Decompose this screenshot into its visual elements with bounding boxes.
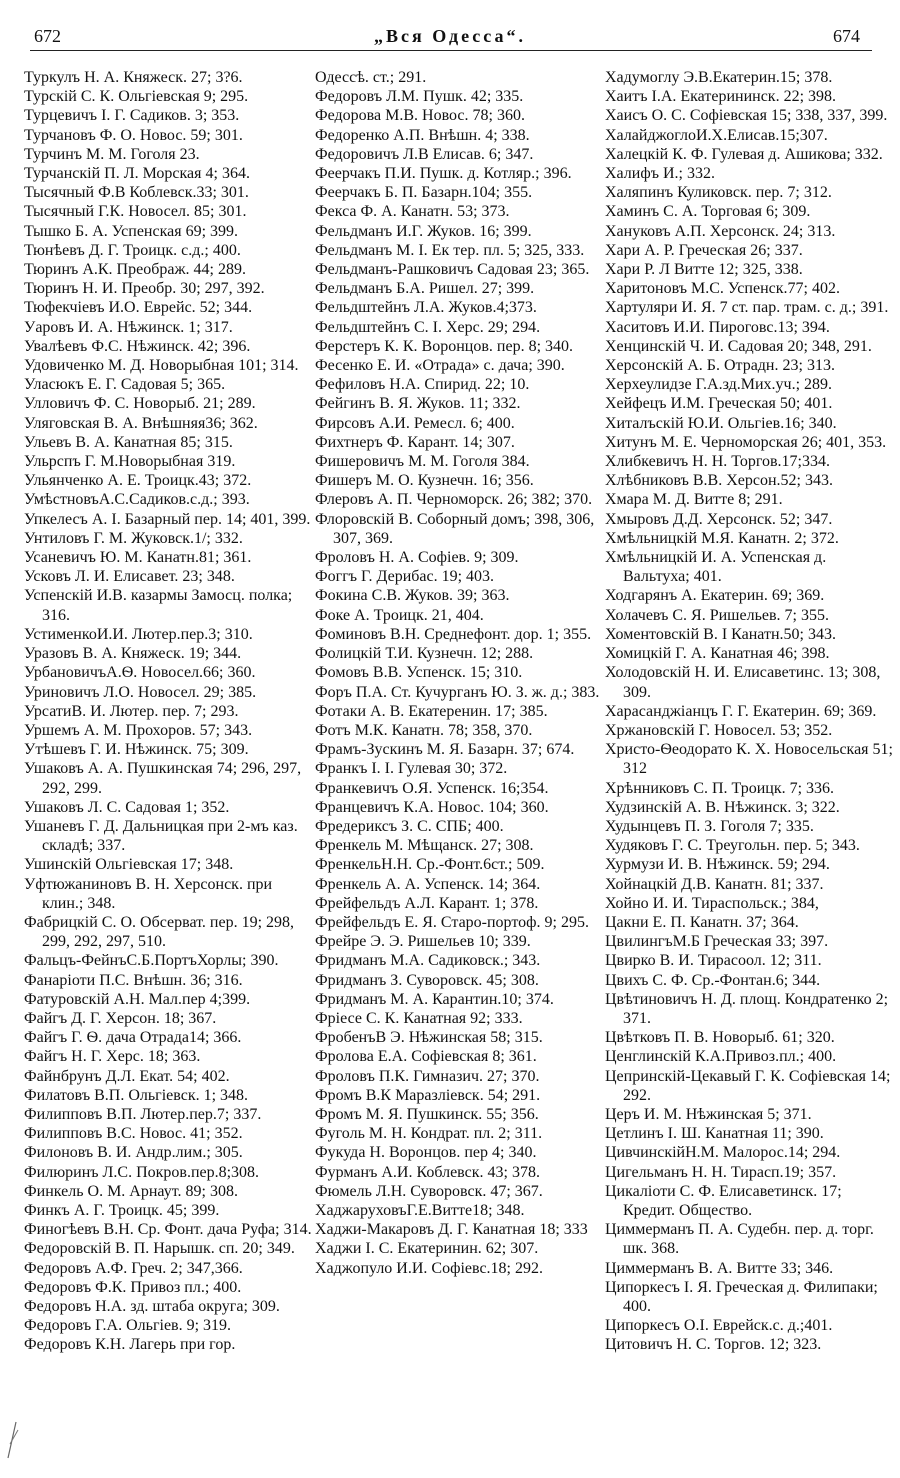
directory-entry: Ушинскій Ольгіевская 17; 348. (24, 856, 234, 874)
directory-entry: Фріесе С. К. Канатная 92; 333. (315, 1009, 523, 1027)
directory-entry: Усковъ Л. И. Елисавет. 23; 348. (24, 568, 235, 586)
directory-entry: Фридманъ М.А. Садиковск.; 343. (315, 952, 541, 970)
directory-entry: Фальцъ-ФейнъС.Б.ПортъХорлы; 390. (24, 952, 279, 970)
directory-entry: Фельдштейнъ Л.А. Жуков.4;373. (315, 299, 537, 317)
directory-entry: Турчанскій П. Л. Морская 4; 364. (24, 165, 250, 183)
directory-entry: УстименкоИ.И. Лютер.пер.3; 310. (24, 625, 253, 643)
directory-entry: Тюфекчіевъ И.О. Еврейс. 52; 344. (24, 299, 253, 317)
directory-entry: Файгъ Н. Г. Херс. 18; 363. (24, 1048, 201, 1066)
directory-entry: Церъ И. М. Нѣжинская 5; 371. (605, 1105, 812, 1123)
directory-entry: Флеровъ А. П. Черноморск. 26; 382; 370. (315, 491, 593, 509)
directory-entry: Упкелесъ А. I. Базарный пер. 14; 401, 399. (24, 510, 311, 528)
directory-entry: ЦвилингъМ.Б Греческая 33; 397. (605, 933, 829, 951)
directory-entry: Фишеровичъ М. М. Гоголя 384. (315, 453, 530, 471)
directory-entry: Фельдманъ-Рашковичъ Садовая 23; 365. (315, 261, 590, 279)
directory-entry: Уфтюжаниновъ В. Н. Херсонск. при клин.; 348. (24, 875, 273, 912)
directory-entry: Фредериксъ З. С. СПБ; 400. (315, 817, 504, 835)
directory-entry: Фроловъ Н. А. Софіев. 9; 309. (315, 549, 519, 567)
directory-entry: ЦивчинскійН.М. Малорос.14; 294. (605, 1144, 841, 1162)
margin-pencil-mark (4, 1420, 20, 1460)
directory-entry: Турчановъ Ф. О. Новос. 59; 301. (24, 126, 243, 144)
left-page-number: 672 (34, 26, 61, 46)
directory-entry: Финкъ А. Г. Троицк. 45; 399. (24, 1201, 220, 1219)
directory-entry: Файгъ Г. Ѳ. дача Отрада14; 366. (24, 1029, 242, 1047)
directory-entry: Фридманъ З. Суворовск. 45; 308. (315, 971, 539, 989)
directory-entry: Фридманъ М. А. Карантин.10; 374. (315, 990, 554, 1008)
directory-entry: Халифъ И.; 332. (605, 165, 715, 183)
directory-entry: Халяпинъ Куликовск. пер. 7; 312. (605, 184, 832, 202)
directory-entry: Фекса Ф. А. Канатн. 53; 373. (315, 203, 510, 221)
directory-entry: Хаисъ О. С. Софіевская 15; 338, 337, 399. (605, 107, 888, 125)
directory-entry: Турчинъ М. М. Гоголя 23. (24, 145, 200, 163)
directory-entry: Федоровскій В. П. Нарышк. сп. 20; 349. (24, 1240, 295, 1258)
directory-entry: Цитовичъ Н. С. Торгов. 12; 323. (605, 1336, 822, 1354)
directory-entry: Фишеръ М. О. Кузнечн. 16; 356. (315, 472, 534, 490)
directory-entry: Хейфецъ И.М. Греческая 50; 401. (605, 395, 833, 413)
directory-entry: Цигельманъ Н. Н. Тирасп.19; 357. (605, 1163, 837, 1181)
directory-entry: Форъ П.А. Ст. Кучурганъ Ю. З. ж. д.; 383. (315, 683, 600, 701)
directory-entry: Уршемъ А. М. Прохоров. 57; 343. (24, 721, 253, 739)
directory-entry: Ушаковъ Л. С. Садовая 1; 352. (24, 798, 230, 816)
directory-entry: Франкъ I. I. Гулевая 30; 372. (315, 760, 508, 778)
directory-entry: Францевичъ К.А. Новос. 104; 360. (315, 798, 549, 816)
directory-entry: Усаневичъ Ю. М. Канатн.81; 361. (24, 549, 252, 567)
directory-entry: Уразовъ В. А. Княжеск. 19; 344. (24, 645, 242, 663)
directory-entry: Удовиченко М. Д. Новорыбная 101; 314. (24, 357, 299, 375)
directory-entry: Тышко Б. А. Успенская 69; 399. (24, 222, 239, 240)
directory-entry: Федоровъ А.Ф. Греч. 2; 347,366. (24, 1259, 243, 1277)
directory-entry: УрбановичъА.Ѳ. Новосел.66; 360. (24, 664, 256, 682)
directory-entry: Цвихъ С. Ф. Ср.-Фонтан.6; 344. (605, 971, 821, 989)
directory-entry: Фоггъ Г. Дерибас. 19; 403. (315, 568, 495, 586)
directory-entry: Фромъ М. Я. Пушкинск. 55; 356. (315, 1105, 539, 1123)
directory-entry: Турцевичъ І. Г. Садиков. 3; 353. (24, 107, 240, 125)
directory-entry: Феерчакъ П.И. Пушк. д. Котляр.; 396. (315, 165, 572, 183)
directory-entry: Хаджи I. С. Екатеринин. 62; 307. (315, 1240, 539, 1258)
directory-entry: Фельдманъ Б.А. Ришел. 27; 399. (315, 280, 535, 298)
directory-entry: Худзинскій А. В. Нѣжинск. 3; 322. (605, 798, 840, 816)
directory-entry: Фельдштейнъ С. I. Херс. 29; 294. (315, 318, 541, 336)
directory-entry: Филюринъ Л.С. Покров.пер.8;308. (24, 1163, 260, 1181)
directory-entry: Хлѣбниковъ В.В. Херсон.52; 343. (605, 472, 833, 490)
directory-entry: Фабрицкій С. О. Обсерват. пер. 19; 298, 299, 292, 297, 510. (24, 913, 295, 951)
directory-column-2 (315, 68, 603, 1278)
directory-entry: Федоровъ Н.А. зд. штаба округа; 309. (24, 1298, 280, 1315)
directory-entry: Хржановскій Г. Новосел. 53; 352. (605, 721, 833, 739)
directory-entry: Фесенко Е. И. «Отрада» с. дача; 390. (315, 357, 565, 375)
directory-entry: Федоровичъ Л.В Елисав. 6; 347. (315, 145, 534, 163)
directory-entry: Хенцинскій Ч. И. Садовая 20; 348, 291. (605, 337, 872, 355)
directory-entry: Уаровъ И. А. Нѣжинск. 1; 317. (24, 318, 233, 336)
directory-entry: Херсонскій А. Б. Отрадн. 23; 313. (605, 357, 835, 375)
directory-entry: Фотаки А. В. Екатеренин. 17; 385. (315, 702, 548, 720)
directory-entry: Хмѣльницкій М.Я. Канатн. 2; 372. (605, 529, 839, 547)
directory-entry: Хитунъ М. Е. Черноморская 26; 401, 353. (605, 433, 887, 451)
directory-entry: Цвѣтиновичъ Н. Д. площ. Кондратенко 2; 371. (605, 990, 889, 1027)
directory-entry: Фрамъ-Зускинъ М. Я. Базарн. 37; 674. (315, 741, 575, 759)
directory-entry: Ульянченко А. Е. Троицк.43; 372. (24, 472, 252, 490)
directory-entry: ХалайджоглоИ.Х.Елисав.15;307. (605, 126, 828, 144)
directory-entry: Улловичъ Ф. С. Новорыб. 21; 289. (24, 395, 256, 413)
directory-entry: Цепринскій-Цекавый Г. К. Софіевская 14; 292. (605, 1067, 891, 1104)
directory-entry: Фирсовъ А.И. Ремесл. 6; 400. (315, 414, 515, 432)
directory-entry: Фатуровскій А.Н. Мал.пер 4;399. (24, 990, 251, 1008)
directory-entry: Турскій С. К. Ольгіевская 9; 295. (24, 88, 249, 106)
directory-entry: Хойно И. И. Тираспольск.; 384, (605, 894, 819, 912)
directory-entry: Федоровъ К.Н. Лагерь при гор. (24, 1336, 236, 1354)
directory-entry: Френкель М. Мѣщанск. 27; 308. (315, 837, 534, 855)
directory-entry: Фоминовъ В.Н. Среднефонт. дор. 1; 355. (315, 625, 592, 643)
directory-entry: Уриновичъ Л.О. Новосел. 29; 385. (24, 683, 257, 701)
directory-entry: Ципоркесъ О.I. Еврейск.с. д.;401. (605, 1317, 833, 1335)
directory-entry: Хартуляри И. Я. 7 ст. пар. трам. с. д.; 391. (605, 299, 889, 317)
directory-entry: Ушаковъ А. А. Пушкинская 74; 296, 297, 292, 299. (24, 760, 302, 797)
directory-entry: Успенскій И.В. казармы Замосц. полка; 316. (24, 587, 293, 624)
directory-entry: Хануковъ А.П. Херсонск. 24; 313. (605, 222, 836, 240)
directory-entry: Фомовъ В.В. Успенск. 15; 310. (315, 664, 523, 682)
directory-entry: Увалѣевъ Ф.С. Нѣжинск. 42; 396. (24, 337, 251, 355)
directory-entry: Фоке А. Троицк. 21, 404. (315, 606, 484, 624)
directory-entry: Финогѣевъ В.Н. Ср. Фонт. дача Руфа; 314. (24, 1221, 312, 1239)
directory-entry: Хоментовскій В. I Канатн.50; 343. (605, 625, 836, 643)
directory-entry: Фюмель Л.Н. Суворовск. 47; 367. (315, 1182, 543, 1200)
directory-entry: Уласюкъ Е. Г. Садовая 5; 365. (24, 376, 226, 394)
directory-entry: УмѣстновъА.С.Садиков.с.д.; 393. (24, 491, 250, 509)
directory-entry: Ценглинскій К.А.Привоз.пл.; 400. (605, 1048, 837, 1066)
directory-column-3 (605, 68, 893, 1355)
directory-entry: Тысячный Г.К. Новосел. 85; 301. (24, 203, 247, 221)
directory-entry: Ферстеръ К. К. Воронцов. пер. 8; 340. (315, 337, 574, 355)
right-page-number: 674 (833, 26, 860, 46)
directory-entry: Фуголь М. Н. Кондрат. пл. 2; 311. (315, 1125, 543, 1143)
directory-entry: Хаситовъ И.И. Пироговс.13; 394. (605, 318, 830, 336)
directory-entry: Худынцевъ П. З. Гоголя 7; 335. (605, 817, 814, 835)
directory-entry: Филипповъ В.П. Лютер.пер.7; 337. (24, 1105, 262, 1123)
directory-entry: Утѣшевъ Г. И. Нѣжинск. 75; 309. (24, 741, 249, 759)
directory-entry: Циммерманъ П. А. Судебн. пер. д. торг. шк. 368. (605, 1221, 874, 1258)
directory-entry: Хаджопуло И.И. Софіевс.18; 292. (315, 1259, 543, 1277)
directory-entry: Федоровъ Г.А. Ольгіев. 9; 319. (24, 1317, 232, 1335)
directory-entry: ФренкельН.Н. Ср.-Фонт.6ст.; 509. (315, 856, 545, 874)
directory-entry: Хомицкій Г. А. Канатная 46; 398. (605, 645, 830, 663)
directory-entry: Фихтнеръ Ф. Карант. 14; 307. (315, 433, 515, 451)
directory-entry: Фефиловъ Н.А. Спирид. 22; 10. (315, 376, 530, 394)
directory-entry: Филоновъ В. И. Андр.лим.; 305. (24, 1144, 243, 1162)
directory-entry: Цетлинъ I. Ш. Канатная 11; 390. (605, 1125, 824, 1143)
directory-entry: ХаджаруховъГ.Е.Витте18; 348. (315, 1201, 525, 1219)
directory-entry: Харитоновъ М.С. Успенск.77; 402. (605, 280, 840, 298)
directory-entry: Файнбрунъ Д.Л. Екат. 54; 402. (24, 1067, 230, 1085)
directory-entry: Ульевъ В. А. Канатная 85; 315. (24, 433, 233, 451)
header-rule (30, 50, 872, 51)
directory-entry: Фанаріоти П.С. Внѣшн. 36; 316. (24, 971, 243, 989)
directory-column-1 (24, 68, 312, 1355)
directory-entry: Херхеулидзе Г.А.зд.Мих.уч.; 289. (605, 376, 833, 394)
directory-entry: Финкель О. М. Арнаут. 89; 308. (24, 1182, 238, 1200)
directory-entry: Худяковъ Г. С. Треугольн. пер. 5; 343. (605, 837, 860, 855)
directory-entry: Фельдманъ И.Г. Жуков. 16; 399. (315, 222, 532, 240)
directory-entry: Хмыровъ Д.Д. Херсонск. 52; 347. (605, 510, 833, 528)
directory-entry: Одессѣ. ст.; 291. (315, 69, 427, 86)
directory-entry: Хаитъ I.А. Екатерининск. 22; 398. (605, 88, 837, 106)
directory-entry: Фрейфельдъ Е. Я. Старо-портоф. 9; 295. (315, 913, 589, 931)
directory-entry: Фейгинъ В. Я. Жуков. 11; 332. (315, 395, 521, 413)
directory-entry: Федоренко А.П. Внѣшн. 4; 338. (315, 126, 530, 144)
directory-entry: Уляговская В. А. Внѣшняя36; 362. (24, 414, 258, 432)
directory-entry: Хойнацкій Д.В. Канатн. 81; 337. (605, 875, 824, 893)
directory-entry: Флоровскій В. Соборный домъ; 398, 306, 307, 369. (315, 510, 595, 547)
directory-entry: Филатовъ В.П. Ольгіевск. 1; 348. (24, 1086, 249, 1104)
directory-entry: Фокина С.В. Жуков. 39; 363. (315, 587, 510, 605)
running-title: „Вся Одесса“. (373, 26, 526, 46)
directory-entry: Христо-Ѳеодорато К. Х. Новосельская 51; 312 (605, 741, 893, 778)
directory-entry: Франкевичъ О.Я. Успенск. 16;354. (315, 779, 549, 797)
directory-entry: Феерчакъ Б. П. Базарн.104; 355. (315, 184, 533, 202)
directory-entry: Френкель А. А. Успенск. 14; 364. (315, 875, 541, 893)
directory-entry: Тюнѣевъ Д. Г. Троицк. с.д.; 400. (24, 241, 241, 259)
directory-entry: Тысячный Ф.В Коблевск.33; 301. (24, 184, 249, 202)
directory-entry: Хаджи-Макаровъ Д. Г. Канатная 18; 333 (315, 1221, 588, 1239)
directory-entry: Фрейре Э. Э. Ришельев 10; 339. (315, 933, 531, 951)
directory-entry: Хиталъскій Ю.И. Ольгіев.16; 340. (605, 414, 837, 432)
directory-entry: Федорова М.В. Новос. 78; 360. (315, 107, 525, 125)
directory-entry: Ульрспъ Г. М.Новорыбная 319. (24, 453, 236, 471)
directory-entry: Хмѣльницкій И. А. Успенская д. Вальтуха; 401. (605, 549, 827, 586)
directory-entry: Холодовскій Н. И. Елисаветинс. 13; 308, 309. (605, 664, 881, 701)
directory-entry: Фельдманъ М. І. Ек тер. пл. 5; 325, 333. (315, 241, 585, 259)
directory-entry: Хрѣнниковъ С. П. Троицк. 7; 336. (605, 779, 835, 797)
directory-entry: Холачевъ С. Я. Ришельев. 7; 355. (605, 606, 829, 624)
directory-entry: Цвѣтковъ П. В. Новорыб. 61; 320. (605, 1029, 835, 1047)
directory-entry: Фромъ В.К Маразліевск. 54; 291. (315, 1086, 541, 1104)
directory-entry: Циммерманъ В. А. Витте 33; 346. (605, 1259, 834, 1277)
directory-entry: Хари А. Р. Греческая 26; 337. (605, 241, 803, 259)
directory-entry: Унтиловъ Г. М. Жуковск.1/; 332. (24, 529, 243, 547)
directory-entry: УрсатиВ. И. Лютер. пер. 7; 293. (24, 702, 239, 720)
directory-entry: ФробенъВ Э. Нѣжинская 58; 315. (315, 1029, 543, 1047)
directory-entry: Ушаневъ Г. Д. Дальницкая при 2-мъ каз. складѣ; 337. (24, 817, 298, 855)
page-header (0, 0, 900, 50)
directory-entry: Фотъ М.К. Канатн. 78; 358, 370. (315, 721, 533, 739)
directory-entry: Туркулъ Н. А. Княжеск. 27; 3?6. (24, 69, 243, 86)
directory-entry: Хадумоглу Э.В.Екатерин.15; 378. (605, 69, 833, 86)
directory-entry: Хмара М. Д. Витте 8; 291. (605, 491, 783, 509)
directory-entry: Файгъ Д. Г. Херсон. 18; 367. (24, 1009, 217, 1027)
directory-entry: Цикаліоти С. Ф. Елисаветинск. 17; Кредит. Общество. (605, 1182, 842, 1219)
directory-entry: Фрейфельдъ А.Л. Карант. 1; 378. (315, 894, 539, 912)
directory-entry: Хари Р. Л Витте 12; 325, 338. (605, 261, 803, 279)
directory-entry: Федоровъ Л.М. Пушк. 42; 335. (315, 88, 524, 106)
directory-entry: Тюринъ А.К. Преображ. 44; 289. (24, 261, 246, 279)
directory-entry: Фукуда Н. Воронцов. пер 4; 340. (315, 1144, 537, 1162)
directory-entry: Филипповъ В.С. Новос. 41; 352. (24, 1125, 243, 1143)
directory-entry: Фурманъ А.И. Коблевск. 43; 378. (315, 1163, 540, 1181)
directory-entry: Ципоркесъ I. Я. Греческая д. Филипаки; 400. (605, 1278, 878, 1315)
directory-entry: Фролова Е.А. Софіевская 8; 361. (315, 1048, 537, 1066)
directory-entry: Халецкій К. Ф. Гулевая д. Ашикова; 332. (605, 145, 883, 163)
directory-entry: Хурмузи И. В. Нѣжинск. 59; 294. (605, 856, 830, 874)
directory-entry: Фолицкій Т.И. Кузнечн. 12; 288. (315, 645, 534, 663)
directory-entry: Хлибкевичъ Н. Н. Торгов.17;334. (605, 453, 830, 471)
directory-entry: Харасанджіанцъ Г. Г. Екатерин. 69; 369. (605, 702, 877, 720)
directory-entry: Федоровъ Ф.К. Привоз пл.; 400. (24, 1278, 242, 1296)
directory-entry: Тюринъ Н. И. Преобр. 30; 297, 392. (24, 280, 265, 298)
directory-entry: Хаминъ С. А. Торговая 6; 309. (605, 203, 811, 221)
directory-entry: Цвирко В. И. Тирасоол. 12; 311. (605, 952, 822, 970)
directory-entry: Цакни Е. П. Канатн. 37; 364. (605, 913, 799, 931)
directory-entry: Ходгарянъ А. Екатерин. 69; 369. (605, 587, 825, 605)
directory-entry: Фроловъ П.К. Гимназич. 27; 370. (315, 1067, 540, 1085)
